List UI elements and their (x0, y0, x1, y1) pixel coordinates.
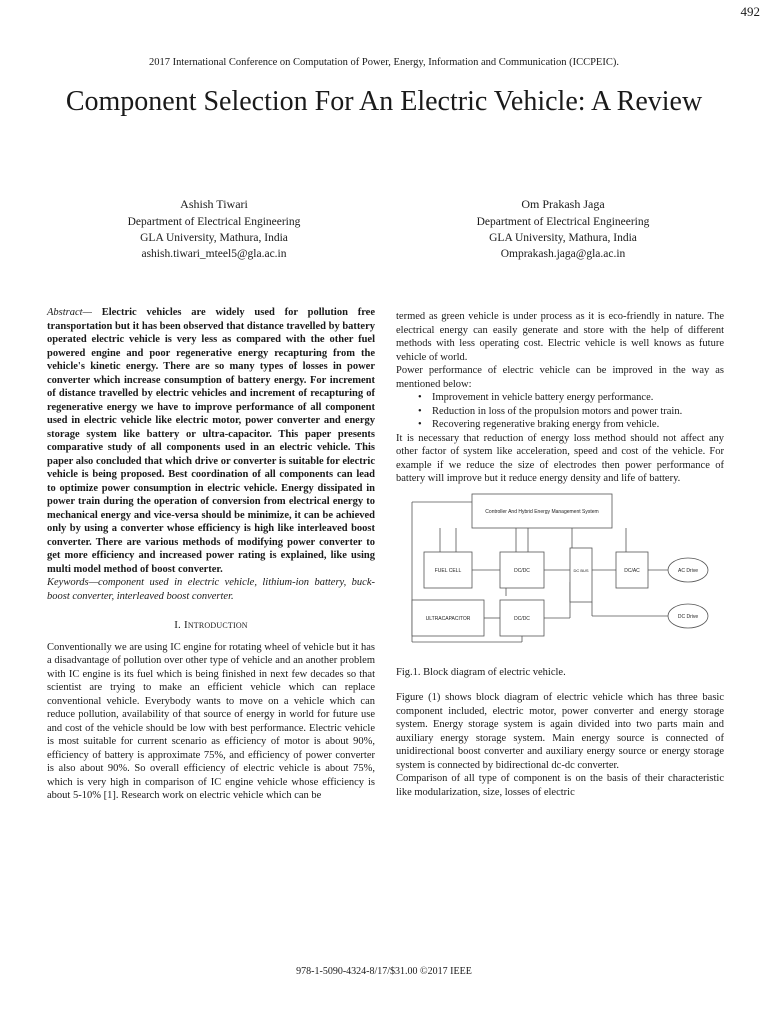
page-number: 492 (740, 4, 760, 19)
author-email: Omprakash.jaga@gla.ac.in (500, 248, 626, 260)
dcac-label: DC/AC (624, 567, 640, 574)
left-column (47, 306, 375, 803)
figure-block-diagram (396, 492, 724, 660)
author-name: Ashish Tiwari (180, 197, 248, 211)
author-university: GLA University, Mathura, India (140, 232, 288, 244)
dc-drive-label: DC Drive (677, 613, 699, 620)
author-department: Department of Electrical Engineering (476, 216, 650, 228)
controller-label: Controller And Hybrid Energy Management System (485, 508, 599, 515)
author-university: GLA University, Mathura, India (489, 232, 637, 244)
block-diagram (396, 492, 724, 660)
right-column (396, 310, 724, 799)
keywords: Keywords—component used in electric vehicle, lithium-ion battery, buck-boost converter, interleaved boost converter. (47, 577, 375, 602)
abstract-text: Electric vehicles are widely used for pollution free transportation but it has been observed that distance travelled by battery operated electric vehicle is very less as compared with the other fuel powered engine and poor regenerative energy recapturing from the vehicle's kinetic energy. There are so many types of losses in power converter which increase consumption of battery energy. For increment of distance travelled by electric vehicles and increment of recapturing of regenerative energy we have to improve performance of all component used in electric vehicle like electric motor, power converter and energy storage system like battery or ultra-capacitor. This paper presents comparative study of all components used in an electric vehicle. This paper also concluded that which drive or converter is suitable for electric vehicle is being proposed. Best coordination of all components can lead to optimize power consumption in electric vehicle. Energy dissipated in power train during the operation of conversion from electrical energy to mechanical energy and vice-versa should be minimize, it can be achieved only by using a converter whose efficiency is high like interleaved boost converter. There are various methods of modifying power converter to get more efficiency and increased power rating is explained, like using multi model method of boost converter. (47, 307, 375, 575)
copyright-footer: 978-1-5090-4324-8/17/$31.00 ©2017 IEEE (296, 966, 472, 977)
author-block-1 (64, 196, 364, 262)
improvement-list (396, 391, 724, 432)
conference-header: 2017 International Conference on Computation of Power, Energy, Information and Communication (ICCPEIC). (149, 57, 619, 68)
paragraph-green-vehicle: termed as green vehicle is under process as it is eco-friendly in nature. The electrical energy can easily generate and store with the help of different methods with less operating cost. Electric vehicle is well knows as future vehicle of world. (396, 311, 724, 363)
abstract-lead: Abstract— (47, 307, 92, 318)
list-item: • Improvement in vehicle battery energy performance. (396, 391, 724, 405)
paragraph-comparison: Comparison of all type of component is on the basis of their characteristic like modularization, size, losses of electric (396, 773, 724, 798)
ultracapacitor-label: ULTRACAPACITOR (425, 615, 471, 622)
author-name: Om Prakash Jaga (521, 197, 605, 211)
list-item: • Recovering regenerative braking energy from vehicle. (396, 418, 724, 432)
section-heading-introduction: I. Introduction (174, 619, 248, 631)
paper-title: Component Selection For An Electric Vehicle: A Review (65, 86, 703, 117)
abstract (47, 306, 375, 576)
author-block-2 (413, 196, 713, 262)
intro-paragraph: Conventionally we are using IC engine for rotating wheel of vehicle but it has a disadvantage of pollution over other type of vehicle and an another problem with IC engine is its fuel which is being finished in next few decades so that scientist are trying to make an efficient vehicle which can replace conventional vehicle. Everybody wants to move on a vehicle which can reduce pollution, availability of that source of energy in world for future use and cost of the vehicle should be low with best performance. Electric vehicle is most suitable for current scenario as efficiency of motor is about 90%, efficiency of battery is approximate 75%, and efficiency of power converter is also about 90%. So overall efficiency of electric vehicle is about 75%, which is very high in comparison of IC engine vehicle whose efficiency is about 5-10% [1]. Research work on electric vehicle which can be (47, 641, 375, 801)
author-email: ashish.tiwari_mteel5@gla.ac.in (141, 248, 287, 260)
ac-drive-label: AC Drive (677, 567, 699, 574)
author-department: Department of Electrical Engineering (127, 216, 301, 228)
dcdc-bottom-label: DC/DC (514, 615, 530, 622)
paragraph-energy-loss: It is necessary that reduction of energy loss method should not affect any other factor of system like acceleration, speed and cost of the vehicle. For example if we reduce the size of electrodes then power performance of battery will improve but it reduce energy density and life of battery. (396, 432, 724, 484)
fuel-cell-label: FUEL CELL (434, 567, 462, 574)
dcdc-top-label: DC/DC (514, 567, 530, 574)
list-item: • Reduction in loss of the propulsion motors and power train. (396, 405, 724, 419)
paragraph-figure-description: Figure (1) shows block diagram of electric vehicle which has three basic component included, electric motor, power converter and energy storage system. Energy storage system is again divided into two parts main and auxiliary energy storage system. Main energy source is connected of unidirectional boost converter and auxiliary energy source or energy storage system is connected by bidirectional dc-dc converter. (396, 692, 724, 771)
dc-bus-box (570, 548, 592, 602)
dc-bus-label: DC BUS (573, 567, 589, 573)
figure-caption: Fig.1. Block diagram of electric vehicle. (396, 666, 566, 678)
paragraph-power-performance: Power performance of electric vehicle can be improved in the way as mentioned below: (396, 365, 724, 390)
